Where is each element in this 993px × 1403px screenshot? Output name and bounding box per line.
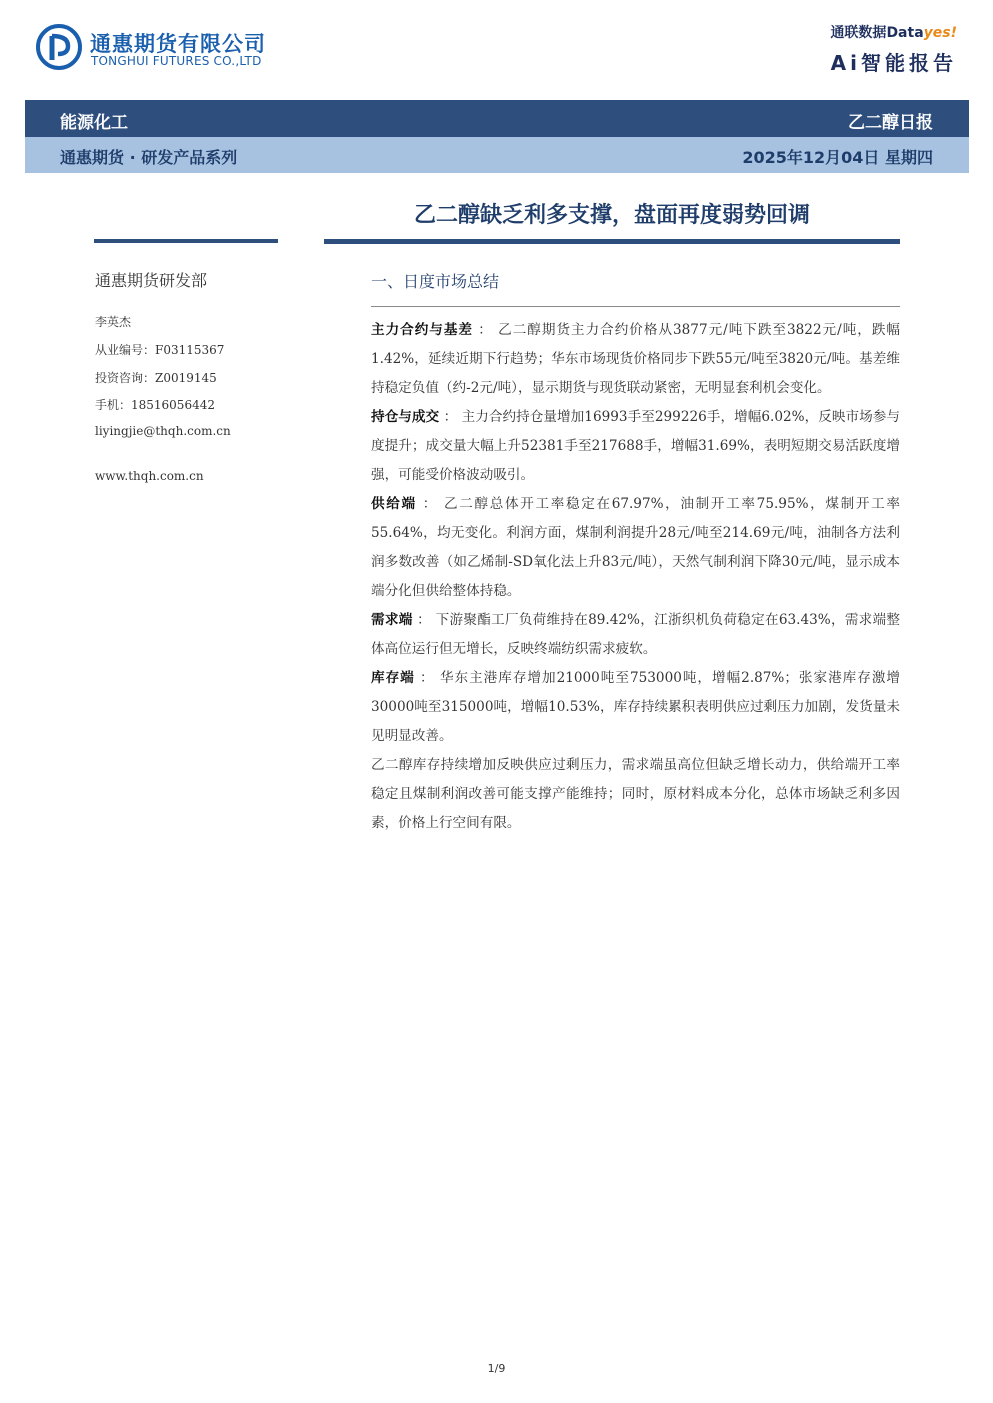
series-label: 通惠期货 · 研发产品系列 — [60, 148, 238, 167]
paragraph-label: 需求端 — [371, 612, 413, 628]
company-name-cn: 通惠期货有限公司 — [90, 32, 266, 56]
website-link[interactable]: www.thqh.com.cn — [95, 469, 204, 483]
ai-report-label: Ai智能报告 — [830, 51, 957, 75]
paragraph-main-contract — [371, 316, 900, 403]
phone-number: 手机：18516056442 — [95, 398, 215, 412]
paragraph-label: 库存端 — [371, 670, 415, 686]
department-name: 通惠期货研发部 — [95, 271, 208, 290]
paragraph-conclusion: 乙二醇库存持续增加反映供应过剩压力，需求端虽高位但缺乏增长动力，供给端开工率稳定且煤制利润改善可能支撑产能维持；同时，原材料成本分化，总体市场缺乏利多因素，价格上行空间有限。 — [371, 757, 900, 831]
paragraph-label: 持仓与成交 — [371, 409, 440, 425]
report-date: 2025年12月04日 星期四 — [742, 148, 933, 167]
email-link[interactable]: liyingjie@thqh.com.cn — [95, 424, 231, 438]
sector-label: 能源化工 — [60, 113, 128, 133]
section-heading: 一、日度市场总结 — [371, 272, 500, 291]
paragraph-inventory — [371, 664, 900, 751]
section-divider — [371, 306, 900, 307]
title-divider — [324, 239, 900, 244]
datayes-brand: Data — [886, 25, 924, 41]
banner-top — [25, 100, 969, 137]
report-type-label: 乙二醇日报 — [848, 113, 933, 133]
paragraph-text: ： 下游聚酯工厂负荷维持在89.42%，江浙织机负荷稳定在63.43%，需求端整体高位运行但无增长，反映终端纺织需求疲软。 — [371, 612, 900, 657]
paragraph-supply — [371, 490, 900, 606]
license-number: 从业编号：F03115367 — [95, 343, 225, 357]
page-number: 1/9 — [487, 1362, 506, 1375]
analyst-name: 李英杰 — [95, 315, 132, 329]
datayes-prefix: 通联数据 — [830, 25, 887, 41]
paragraph-label: 供给端 — [371, 496, 417, 512]
datayes-logo — [830, 22, 957, 42]
datayes-yes: yes! — [923, 25, 957, 41]
summary-body — [371, 316, 900, 838]
paragraph-position-volume — [371, 403, 900, 490]
sidebar-divider — [94, 239, 278, 243]
paragraph-text: ： 乙二醇总体开工率稳定在67.97%，油制开工率75.95%，煤制开工率55.64%，均无变化。利润方面，煤制利润提升28元/吨至214.69元/吨，油制各方法利润多数改善（如乙烯制-SD氧化法上升83元/吨），天然气制利润下降30元/吨，显示成本端分化但供给整体持稳。 — [371, 496, 900, 599]
paragraph-text: ： 乙二醇期货主力合约价格从3877元/吨下跌至3822元/吨，跌幅1.42%，延续近期下行趋势；华东市场现货价格同步下跌55元/吨至3820元/吨。基差维持稳定负值（约-2元/吨），显示期货与现货联动紧密，无明显套利机会变化。 — [371, 322, 900, 396]
paragraph-text: ： 华东主港库存增加21000吨至753000吨，增幅2.87%；张家港库存激增30000吨至315000吨，增幅10.53%，库存持续累积表明供应过剩压力加剧，发货量未见明显改善。 — [371, 670, 901, 744]
paragraph-label: 主力合约与基差 — [371, 322, 473, 338]
paragraph-text: ： 主力合约持仓量增加16993手至299226手，增幅6.02%，反映市场参与度提升；成交量大幅上升52381手至217688手，增幅31.69%，表明短期交易活跃度增强，可能受价格波动吸引。 — [371, 409, 901, 483]
company-logo-icon — [36, 24, 82, 70]
company-name-en: TONGHUI FUTURES CO.,LTD — [91, 54, 262, 68]
paragraph-demand — [371, 606, 900, 664]
report-title: 乙二醇缺乏利多支撑，盘面再度弱势回调 — [413, 203, 810, 228]
consult-number: 投资咨询：Z0019145 — [95, 371, 217, 385]
